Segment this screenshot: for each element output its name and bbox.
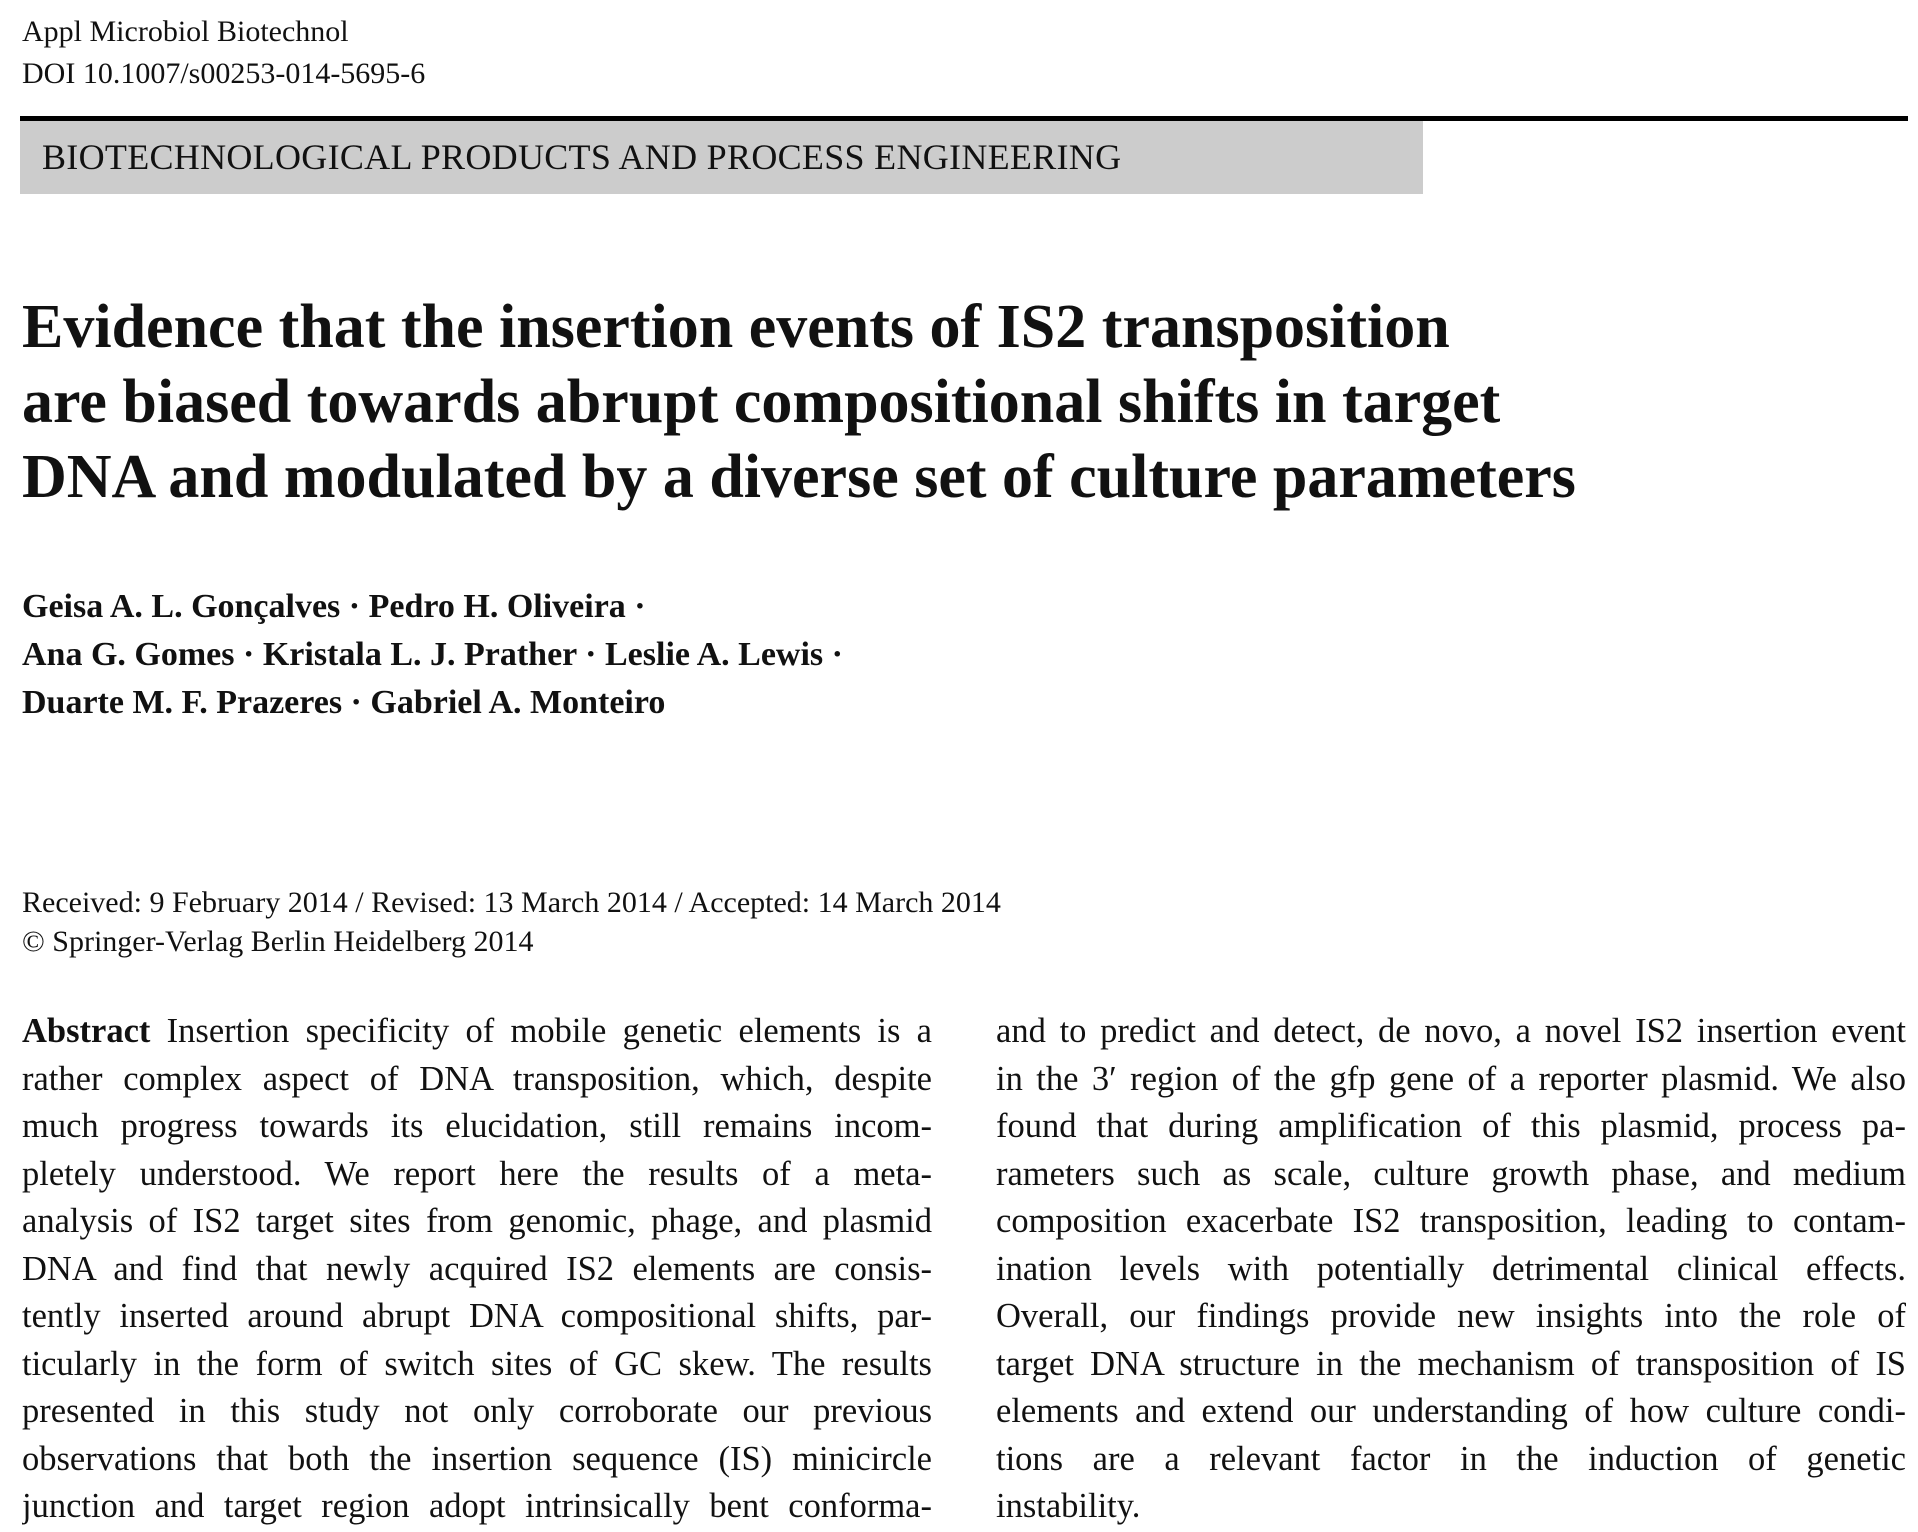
author-line: Duarte M. F. Prazeres · Gabriel A. Monteiro (22, 684, 666, 721)
abstract-line: ticularly in the form of switch sites of GC skew. The results (22, 1344, 932, 1383)
abstract-line: tently inserted around abrupt DNA compositional shifts, par- (22, 1297, 932, 1335)
abstract-line: composition exacerbate IS2 transposition, leading to contam- (996, 1202, 1906, 1240)
abstract-right-column (996, 1008, 1906, 1531)
doi: DOI 10.1007/s00253-014-5695-6 (22, 57, 426, 90)
abstract-line: rather complex aspect of DNA transposition, which, despite (22, 1059, 932, 1098)
abstract-line: DNA and find that newly acquired IS2 elements are consis- (22, 1249, 932, 1288)
section-band (20, 121, 1423, 194)
journal-name: Appl Microbiol Biotechnol (22, 15, 349, 48)
abstract-line: analysis of IS2 target sites from genomic, phage, and plasmid (22, 1202, 932, 1240)
abstract-left-column (22, 1008, 932, 1531)
title-line: Evidence that the insertion events of IS2 transposition (22, 293, 1450, 361)
abstract-line: found that during amplification of this plasmid, process pa- (996, 1107, 1906, 1145)
abstract-line: junction and target region adopt intrinsically bent conforma- (22, 1487, 932, 1525)
abstract-line: and to predict and detect, de novo, a novel IS2 insertion event (996, 1012, 1906, 1050)
title-line: are biased towards abrupt compositional shifts in target (22, 368, 1501, 436)
author-line: Geisa A. L. Gonçalves · Pedro H. Oliveira · (22, 588, 646, 625)
abstract-line: observations that both the insertion sequence (IS) minicircle (22, 1439, 932, 1478)
abstract-label: Abstract (22, 1012, 151, 1050)
abstract-line: in the 3′ region of the gfp gene of a reporter plasmid. We also (996, 1059, 1906, 1098)
section-title: BIOTECHNOLOGICAL PRODUCTS AND PROCESS ENGINEERING (42, 137, 1122, 177)
author-line: Ana G. Gomes · Kristala L. J. Prather · Leslie A. Lewis · (22, 636, 843, 673)
abstract-line: instability. (996, 1487, 1141, 1525)
abstract-line: ination levels with potentially detrimental clinical effects. (996, 1249, 1906, 1288)
abstract-line: tions are a relevant factor in the induction of genetic (996, 1439, 1906, 1478)
author-list (22, 583, 1222, 727)
abstract-line (22, 1008, 932, 1056)
article-dates: Received: 9 February 2014 / Revised: 13 March 2014 / Accepted: 14 March 2014 (22, 886, 1001, 919)
abstract-line: presented in this study not only corroborate our previous (22, 1392, 932, 1430)
abstract-line: pletely understood. We report here the results of a meta- (22, 1154, 932, 1193)
title-line: DNA and modulated by a diverse set of culture parameters (22, 443, 1576, 511)
abstract-line: target DNA structure in the mechanism of transposition of IS (996, 1344, 1906, 1383)
abstract-line: much progress towards its elucidation, still remains incom- (22, 1107, 932, 1145)
abstract-line: rameters such as scale, culture growth phase, and medium (996, 1154, 1906, 1193)
abstract-line: elements and extend our understanding of how culture condi- (996, 1392, 1906, 1430)
article-title (22, 290, 1882, 515)
copyright-notice: © Springer-Verlag Berlin Heidelberg 2014 (22, 925, 534, 958)
abstract-line-text: Insertion specificity of mobile genetic elements is a (150, 1012, 932, 1050)
abstract-line: Overall, our findings provide new insights into the role of (996, 1297, 1906, 1335)
